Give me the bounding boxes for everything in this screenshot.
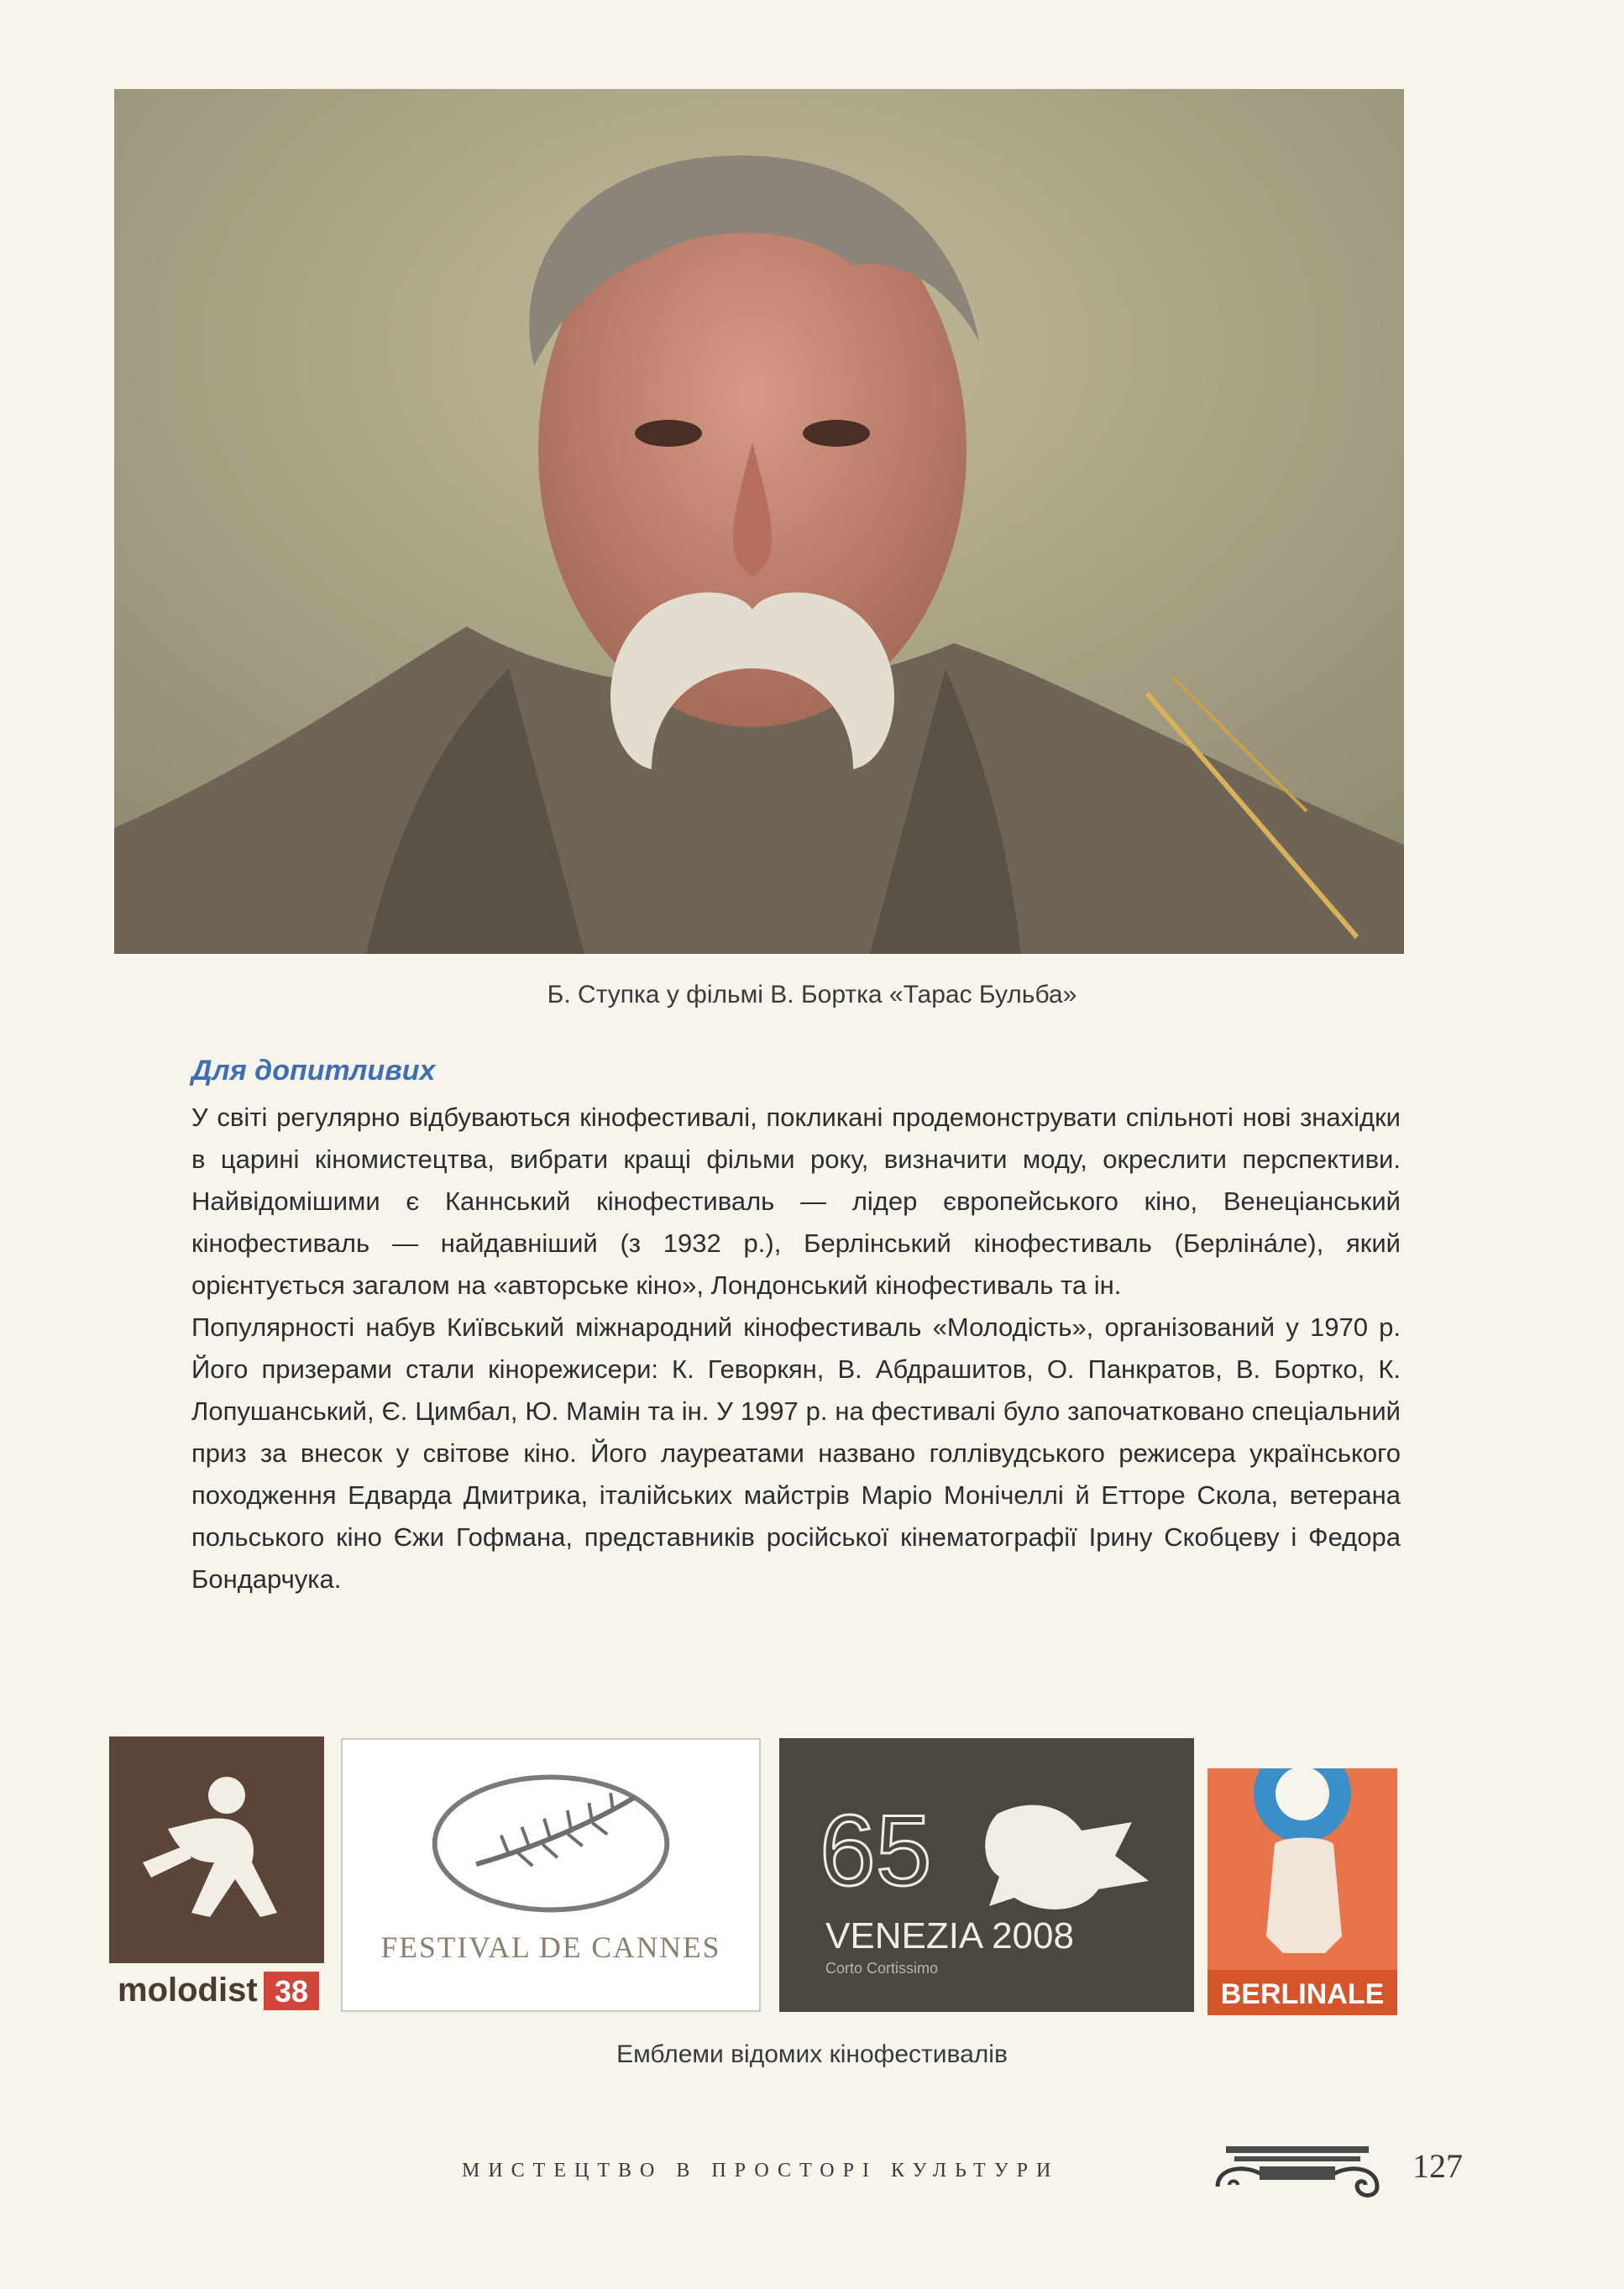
logos-caption: Емблеми відомих кінофестивалів [616,2040,1008,2068]
bear-icon [1266,1838,1342,1954]
winged-lion-icon [985,1805,1149,1909]
cannes-text: FESTIVAL DE CANNES [380,1930,721,1964]
molodist-logo [109,1736,324,2014]
venezia-sub: Corto Cortissimo [825,1960,939,1977]
paragraph-1: У світі регулярно відбуваються кінофестивалі, покликані продемонструвати спільноті нові знахідки в царині кіномистецтва, вибрати кращі фільми року, визначити моду, окреслити перспективи. Найвідомішими є Каннський кінофестиваль — лідер європейського кіно, Венеціанський кінофестиваль — найдавніший (з 1932 р.), Берлінський кінофестиваль (Берліна́ле), який орієнтується загалом на «авторське кіно», Лондонський кінофестиваль та ін. [191,1103,1401,1300]
paragraph-2: Популярності набув Київський міжнародний кінофестиваль «Молодість», організований у 1970 р. Його призерами стали кінорежисери: К. Геворкян, В. Абдрашитов, О. Панкратов, В. Бортко, К. Лопушанський, Є. Цимбал, Ю. Мамін та ін. У 1997 р. на фестивалі було започатковано спеціальний приз за внесок у світове кіно. Його лауреатами названо голлівудського режисера українського походження Едварда Дмитрика, італійських майстрів Маріо Монічеллі й Етторе Скола, ветерана польського кіно Єжи Гофмана, представників російської кінематографії Ірину Скобцеву і Федора Бондарчука. [191,1312,1401,1594]
molodist-name: molodist [118,1972,258,2009]
section-title: Для допитливих [191,1055,436,1087]
venezia-name: VENEZIA 2008 [825,1915,1074,1956]
venezia-number: 65 [820,1794,932,1907]
cannes-logo [341,1738,761,2012]
berlinale-name: BERLINALE [1220,1978,1385,2010]
section-body [191,1097,1401,1600]
photo-caption: Б. Ступка у фільмі В. Бортка «Тарас Бульба» [547,981,1077,1008]
page-number: 127 [1412,2147,1463,2185]
film-still-photo [114,89,1404,954]
portrait-illustration [114,89,1404,954]
berlinale-logo [1208,1743,1397,2015]
running-figure-icon [143,1777,277,1917]
venezia-logo [779,1738,1194,2012]
footer-series-title: МИСТЕЦТВО В ПРОСТОРІ КУЛЬТУРИ [462,2160,1060,2182]
column-capital-ornament-icon [1209,2143,1386,2202]
molodist-number: 38 [274,1974,309,2009]
